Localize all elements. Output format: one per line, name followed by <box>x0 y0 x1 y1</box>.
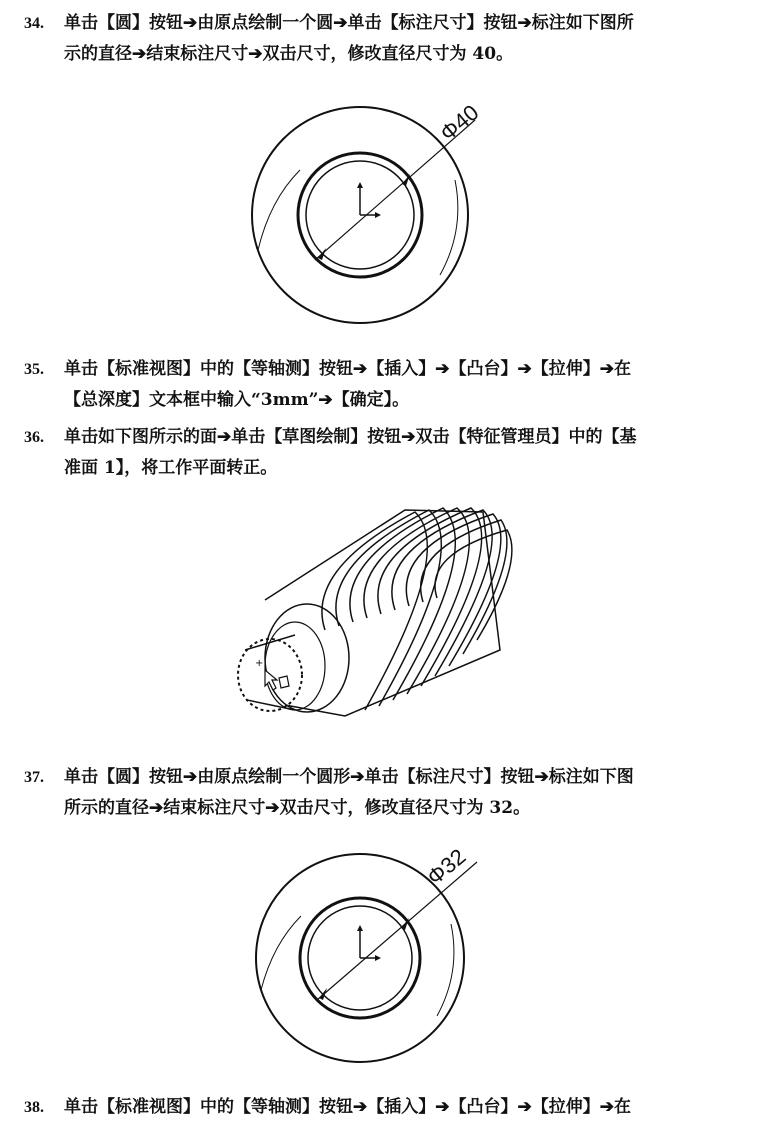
step-number: 34. <box>24 15 44 32</box>
step-text-line: 单击【标准视图】中的【等轴测】按钮➔【插入】➔【凸台】➔【拉伸】➔在 <box>64 1097 631 1117</box>
step-34 <box>24 8 760 69</box>
edge-arc <box>258 170 300 250</box>
edge-arc <box>437 924 454 1016</box>
edge-arc <box>261 916 301 990</box>
step-text-line: 单击如下图所示的面➔单击【草图绘制】按钮➔双击【特征管理员】中的【基 <box>64 427 637 447</box>
step-text-line: 单击【圆】按钮➔由原点绘制一个圆形➔单击【标注尺寸】按钮➔标注如下图 <box>64 767 634 787</box>
cylinder-silhouette <box>265 510 500 716</box>
edge-arc <box>440 180 458 275</box>
step-text-line: 单击【圆】按钮➔由原点绘制一个圆➔单击【标注尺寸】按钮➔标注如下图所 <box>64 13 634 33</box>
svg-text:+: + <box>255 658 264 669</box>
dimension-label: Φ32 <box>422 843 471 890</box>
arrowhead <box>402 174 410 186</box>
figure-threaded-cylinder <box>225 490 525 730</box>
step-text-line: 单击【标准视图】中的【等轴测】按钮➔【插入】➔【凸台】➔【拉伸】➔在 <box>64 359 631 379</box>
step-35 <box>24 354 760 415</box>
step-number: 38. <box>24 1099 44 1116</box>
step-text-line: 准面 1】，将工作平面转正。 <box>64 458 278 478</box>
step-text-line: 【总深度】文本框中输入“3mm”➔【确定】。 <box>64 390 410 410</box>
step-38 <box>24 1092 760 1123</box>
step-36 <box>24 422 760 483</box>
figure-circle-dia-32 <box>245 840 505 1070</box>
dimension-line <box>317 862 477 1000</box>
arrowhead <box>319 988 327 1000</box>
dimension-label: Φ40 <box>435 99 484 146</box>
step-number: 37. <box>24 769 44 786</box>
step-37 <box>24 762 760 823</box>
step-number: 35. <box>24 361 44 378</box>
step-number: 36. <box>24 429 44 446</box>
hub-face <box>265 604 349 712</box>
step-text-line: 示的直径➔结束标注尺寸➔双击尺寸，修改直径尺寸为 40。 <box>64 44 514 64</box>
figure-circle-dia-40 <box>240 90 500 330</box>
thread-ridges <box>322 508 512 710</box>
step-text-line: 所示的直径➔结束标注尺寸➔双击尺寸，修改直径尺寸为 32。 <box>64 798 531 818</box>
